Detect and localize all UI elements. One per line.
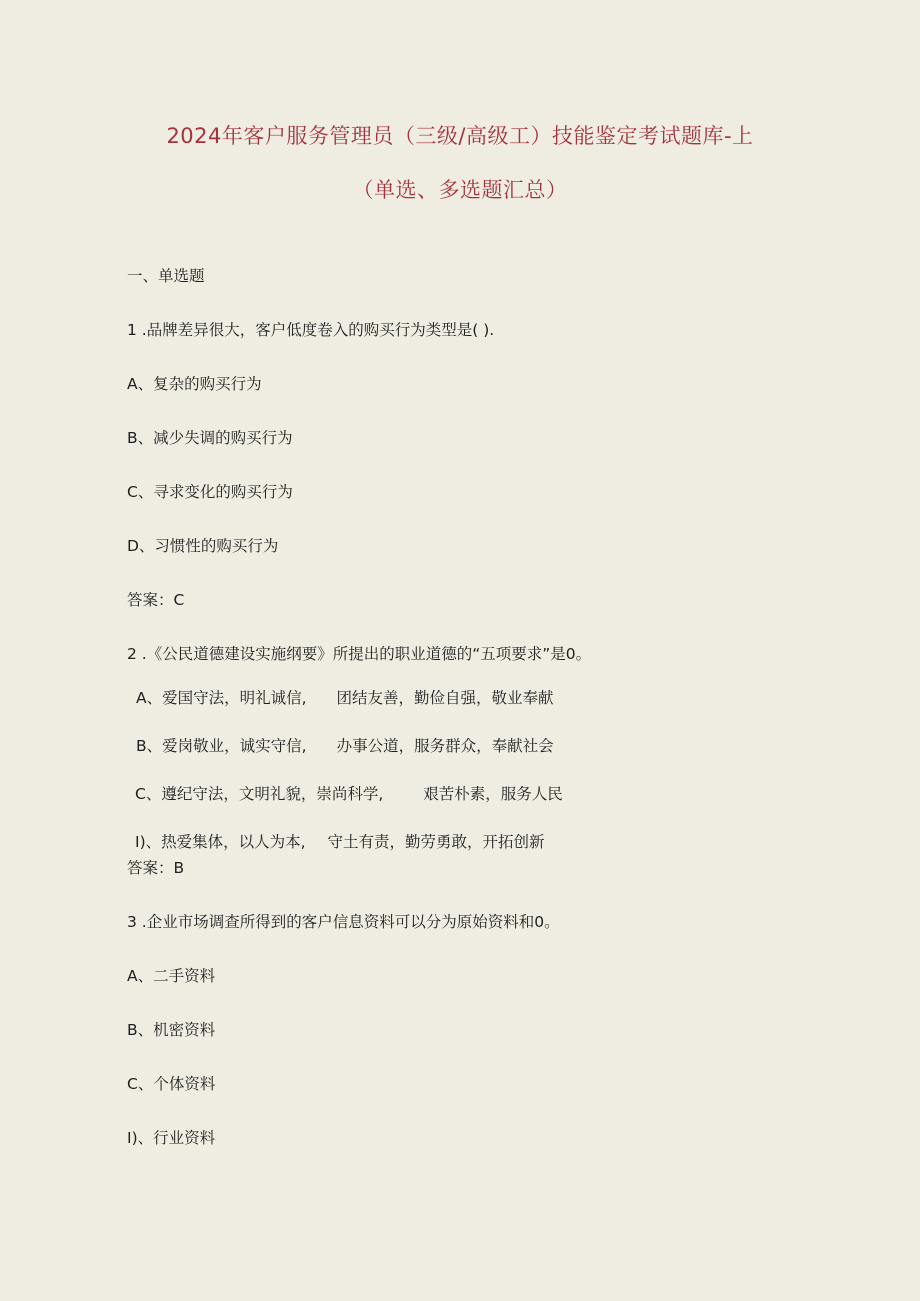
question-2-option-c-part-2: 艰苦朴素，服务人民	[423, 785, 563, 803]
question-2-option-c	[135, 784, 563, 804]
question-2-option-a-part-1: A、爱国守法，明礼诚信,	[136, 689, 307, 707]
question-2-option-b-part-2: 办事公道，服务群众，奉献社会	[336, 737, 554, 755]
question-1-answer: 答案：C	[127, 591, 185, 609]
question-1-option-d: D、习惯性的购买行为	[127, 537, 279, 555]
question-3-option-a: A、二手资料	[127, 967, 216, 985]
question-2-option-d-part-1: I)、热爱集体，以人为本,	[135, 833, 306, 851]
question-3-option-d: I)、行业资料	[127, 1129, 216, 1147]
section-heading: 一、单选题	[127, 267, 205, 285]
question-1-stem: 1 .品牌差异很大，客户低度卷入的购买行为类型是( ).	[127, 321, 495, 339]
question-2-option-a	[136, 688, 554, 708]
question-1-option-c: C、寻求变化的购买行为	[127, 483, 293, 501]
question-2-option-d-part-2: 守土有责，勤劳勇敢，开拓创新	[327, 833, 545, 851]
question-2-option-b	[136, 736, 554, 756]
question-3-stem: 3 .企业市场调查所得到的客户信息资料可以分为原始资料和0。	[127, 913, 560, 931]
question-2-option-c-part-1: C、遵纪守法，文明礼貌，崇尚科学,	[135, 785, 384, 803]
question-2-option-a-part-2: 团结友善，勤俭自强，敬业奉献	[336, 689, 554, 707]
question-2-option-b-part-1: B、爱岗敬业，诚实守信,	[136, 737, 307, 755]
question-1-option-b: B、减少失调的购买行为	[127, 429, 293, 447]
question-3-option-c: C、个体资料	[127, 1075, 216, 1093]
question-2-answer: 答案：B	[127, 859, 185, 877]
question-2-option-d	[135, 832, 545, 852]
question-2-stem: 2 .《公民道德建设实施纲要》所提出的职业道德的“五项要求”是0。	[127, 645, 592, 663]
document-title-line-1: 2024年客户服务管理员（三级/高级工）技能鉴定考试题库-上	[166, 124, 754, 148]
question-1-option-a: A、复杂的购买行为	[127, 375, 262, 393]
question-3-option-b: B、机密资料	[127, 1021, 216, 1039]
document-title-line-2: （单选、多选题汇总）	[352, 178, 568, 202]
